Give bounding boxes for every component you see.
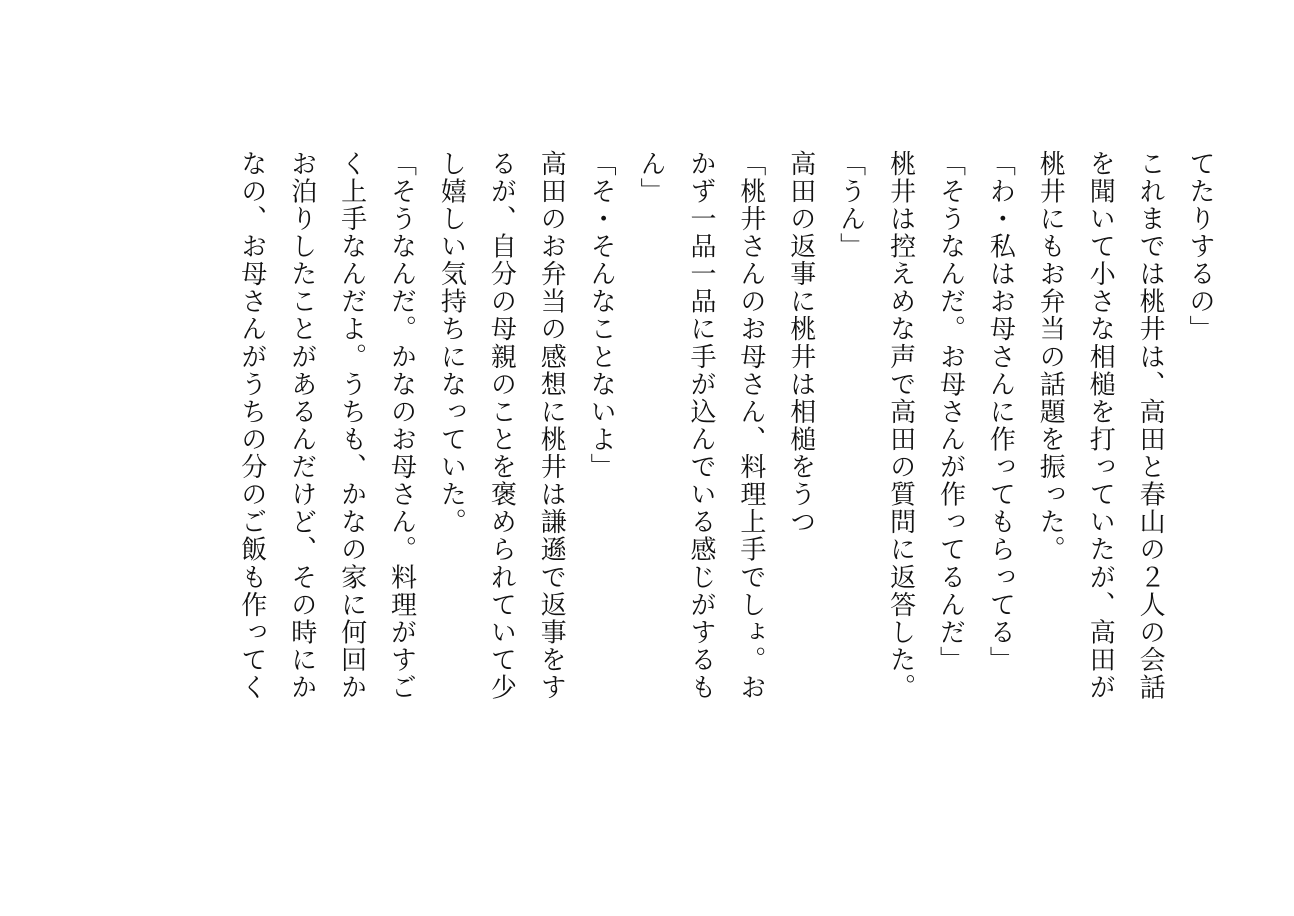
text-line: これまでは桃井は、高田と春山の２人の会話 [1135,150,1166,702]
text-line: なの、お母さんがうちの分のご飯も作ってく [236,150,267,702]
text-line: く上手なんだよ。うちも、かなの家に何回か [336,150,367,702]
text-line: ん」 [636,150,667,206]
text-line: 桃井にもお弁当の話題を振った。 [1035,150,1066,564]
text-line: お泊りしたことがあるんだけど、その時にか [286,150,317,702]
text-line: 「わ・私はお母さんに作ってもらってる」 [985,150,1016,674]
text-line: 「そうなんだ。かなのお母さん。料理がすご [386,150,417,702]
text-line: 「そ・そんなことないよ」 [586,150,617,481]
text-line: かず一品一品に手が込んでいる感じがするも [685,150,716,702]
text-line: 「うん」 [835,150,866,261]
text-line: 「桃井さんのお母さん、料理上手でしょ。お [735,150,766,702]
text-line: を聞いて小さな相槌を打っていたが、高田が [1085,150,1116,702]
text-line: し嬉しい気持ちになっていた。 [436,150,467,536]
text-line: 高田の返事に桃井は相槌をうつ [785,150,816,536]
vertical-text-body [236,150,1224,770]
text-line: 「そうなんだ。お母さんが作ってるんだ」 [935,150,966,674]
text-line: るが、自分の母親のことを褒められていて少 [486,150,517,702]
text-line: 桃井は控えめな声で高田の質問に返答した。 [885,150,916,702]
text-line: てたりするの」 [1185,150,1215,343]
text-line: 高田のお弁当の感想に桃井は謙遜で返事をす [536,150,567,702]
